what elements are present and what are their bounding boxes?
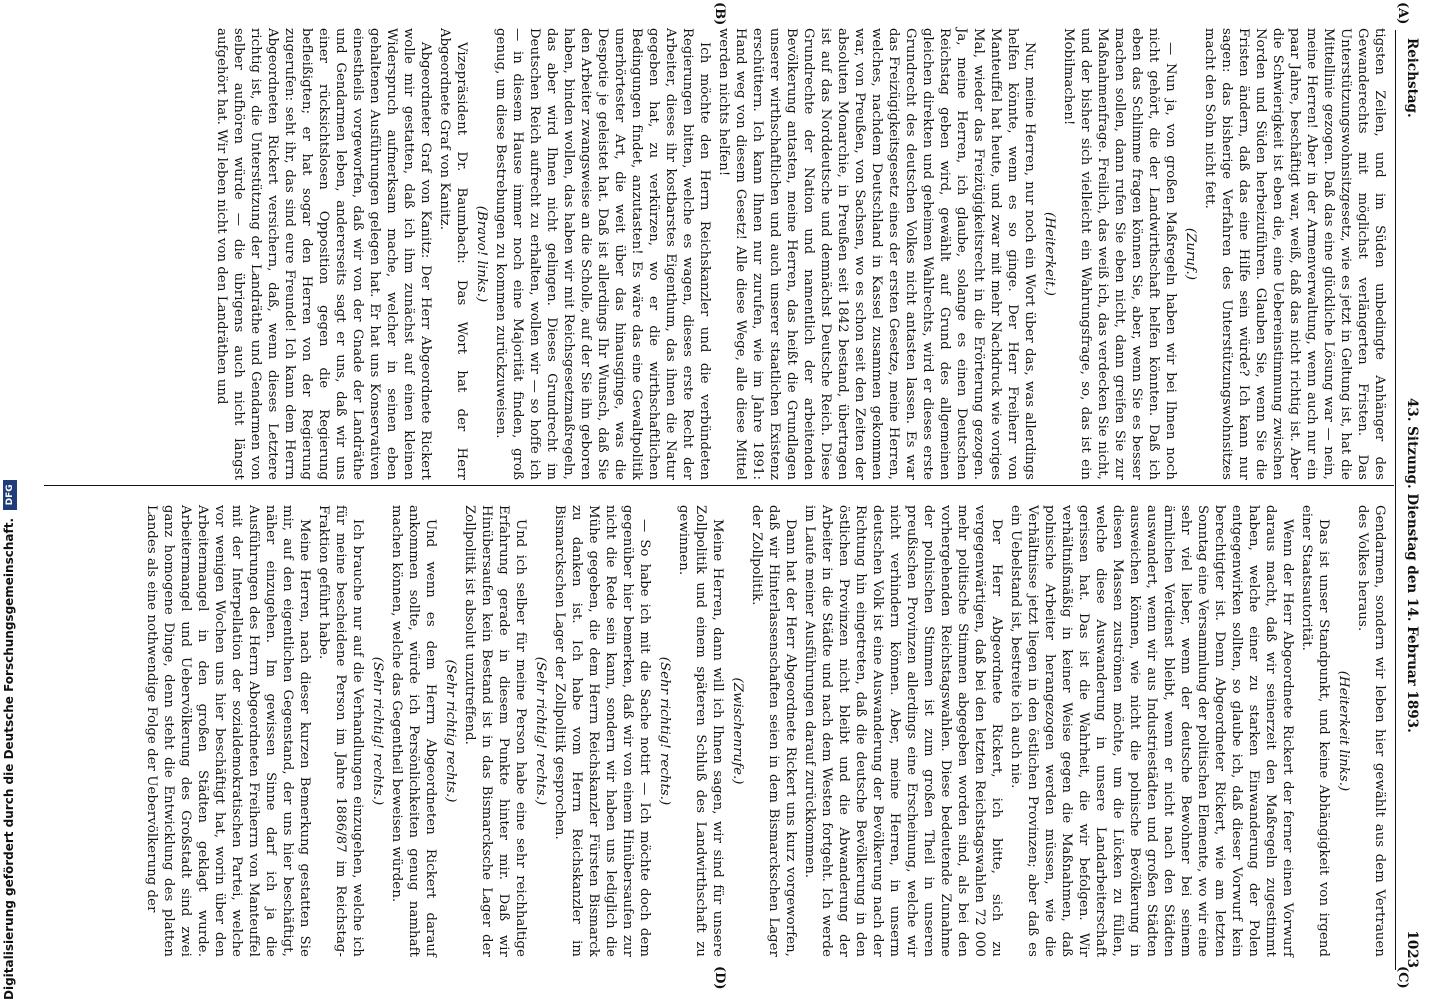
paragraph: Vizepräsident Dr. Baumbach: Das Wort hat der Herr Abgeordnete Graf von Kanitz. <box>437 28 469 480</box>
margin-marker-d: (D) <box>712 966 727 990</box>
paragraph: Und ich selber für meine Person habe eine sehr reichhaltige Erfahrung gerade in diesem Punkte hinter mir. Daß wir Hinübersaufen kein Bestand ist in das Bismarcksche Lager der Zollpolitik ist absolut unzutreffend. <box>462 505 528 957</box>
digitization-note <box>2 0 24 1000</box>
stage-direction: (Sehr richtig! rechts.) <box>657 656 672 806</box>
paragraph: Meine Herren, dann will ich Ihnen sagen, wir sind für unsere Zollpolitik und einem späteren Schluß des Landwirthschaft zu gewinnen. <box>676 505 725 957</box>
paragraph: Abgeordneter Graf von Kanitz: Der Herr Abgeordnete Rickert wolle mir gestatten, daß ich ihm zunächst auf einen kleinen Widerspruch aufmerksam mache, welcher in seinen eben gehaltenen Ausführungen gelegen hat. Er hat uns Konservativen einestheils vorgeworfen, daß wir von der Gnade der Landräthe und Gendarmen leben, andererseits sagt er uns, daß wir uns einer rücksichtslosen Opposition gegen die Regierung befleißigten; er hat sogar den Herren von der Regierung zugerufen: seht ihr, das sind eure Freunde! Ich kann dem Herrn Abgeordneten Rickert versichern, daß, wenn dieses Letztere richtig ist, die Unterstützung der Landräthe und Gendarmen von selber aufhören würde — die übrigens auch nicht längst aufgehört hat. Wir leben nicht von den Landräthen und <box>214 28 433 480</box>
stage-direction: (Sehr richtig! rechts.) <box>370 656 385 806</box>
paragraph: Dann hat der Herr Abgeordnete Rickert uns kurz vorgeworfen, daß wir Hinterlassenschaften seien in dem Bismarckschen Lager der Zollpolitik. <box>749 505 798 957</box>
paragraph: Wenn der Herr Abgeordnete Rickert der ferner einen Vorwurf daraus macht, daß wir seinerzeit den Maßregeln zugestimmt haben, welche einer zu starken Einwanderung der Polen entgegenwirken sollten, so glaube ich, daß dieser Vorwurf kein berechtigter ist. Denn Abgeordneter Rickert, wie am letzten Sonntag eine Versammlung der politischen Elemente, wo wir eine sehr viel lieber, wenn der deutsche Bewohner bei seinem ärmlichen Verdienst bleibt, wenn er nicht nach den Städten auswandert, wenn wir aus Industriestädten und großen Städten ausweichen können, wie nicht die polnische Bevölkerung in diesen Massen zuströmen möchte, um die Lücken zu füllen, welche diese Auswanderung in unsere Landarbeiterschaft gerissen hat. Das ist die Wahrheit, die wir befolgen. Wir verhältnißmäßig in keiner Weise gegen die Maßnahmen, daß polnische Arbeiter herangezogen werden müssen, wie die Verhältnisse jetzt liegen in den östlichen Provinzen; aber daß es ein Uebelstand ist, bestreite ich auch nie. <box>1008 505 1295 957</box>
column-rule <box>44 485 1394 486</box>
paragraph: — Nun ja, von großen Maßregeln haben wir bei Ihnen noch nicht gehört, die der Landwirthschaft helfen könnten. Daß ich eben das Schlimme fragen können Sie, aber, wenn Sie es besser machen sollen, dann rufen Sie eben nicht, dann greifen Sie zur Maßnahmenfrage. Freilich, das weiß ich, das verdecken Sie nicht, und der bisher sich vielleicht ein Wahrungsfrage, so, das ist ein Mobilmachen! <box>1061 28 1178 480</box>
header-title: 43. Sitzung. Dienstag den 14. Februar 1893. <box>1404 398 1420 733</box>
paragraph: Nur, meine Herren, nur noch ein Wort über das, was allerdings helfen könnte, wenn es so ginge. Der Herr Freiherr von Manteuffel hat heute, und zwar mit mehr Nachdruck wie voriges Mal, wieder das Freizügigkeitsrecht in die Erörterung gezogen. Ja, meine Herren, ich glaube, solange es einen Deutschen Reichstag geben wird, gewählt auf Grund des allgemeinen gleichen direkten und geheimen Wahlrechts, wird er dieses erste Grundrecht des deutschen Volkes nicht antasten lassen. Es war das Freizügigkeitsgesetz eines der ersten Gesetze, meine Herren, welches, nachdem Deutschland in Kassel zusammen gekommen war, von Preußen, von Sachsen, wo es schon seit den Zeiten der absoluten Monarchie, in Preußen seit 1842 bestand, übertragen ist auf das Norddeutsche und demnächst Deutsche Reich. Diese Grundrechte der Nation und namentlich der arbeitenden Bevölkerung antasten, meine Herren, das heißt die Grundlagen unserer wirthschaftlichen und auch unserer staatlichen Existenz erschüttern. Ich kann Ihnen nur zurufen, wie im Jahre 1891: Hand weg von diesem Gesetz! Alle diese Wege, alle diese Mittel werden nichts helfen! <box>716 28 1037 480</box>
stage-direction: (Sehr richtig! rechts.) <box>533 656 548 806</box>
margin-marker-a: (A) <box>1395 2 1410 25</box>
stage-direction: (Heiterkeit.) <box>1042 211 1057 297</box>
margin-marker-c: (C) <box>1395 966 1410 989</box>
stage-direction: (Zwischenrufe.) <box>730 677 745 785</box>
header-rule <box>1395 30 1396 970</box>
header-left: Reichstag. <box>1404 38 1420 118</box>
paragraph: Das ist unser Standpunkt, und keine Abhängigkeit von irgend einer Staatsautorität. <box>1299 505 1331 957</box>
page-header <box>1400 38 1420 968</box>
paragraph: Ich möchte den Herrn Reichskanzler und die verbündeten Regierungen bitten, welche es wagen, dieses erste Recht der Arbeiter, dieses ihr kostbarstes Eigenthum, das ihnen die Natur gegeben hat, zu verkürzen, wo er die wirthschaftlichen Bedingungen findet, anzutasten! Es wäre das eine Gewaltpolitik unerhörtester Art, die weit über das hinausginge, was die Despotie je geleistet hat. Daß ist allerdings Ihr Wunsch, daß Sie den Arbeiter zwangsweise an die Scholle, auf der Sie ihn geboren haben, binden wollen, das haben wir mit Reichsgesetzmaßregeln, das aber wird Ihnen nicht gelingen. Dieses Grundrecht im Deutschen Reich aufrecht zu erhalten, wollen wir — so hoffe ich — in diesem Hause immer noch eine Majorität finden, groß genug, um diese Bestrebungen zu kommen zurückzuweisen. <box>493 28 712 480</box>
paragraph: Der Herr Abgeordnete Rickert, ich bitte, sich zu vergegenwärtigen, daß bei den letzten Reichstagswahlen 72 000 mehr politische Stimmen abgegeben worden sind, als bei den vorhergehenden Reichstagswahlen. Diese bedeutende Zunahme der polnischen Stimmen ist zum großen Theil in unseren preußischen Provinzen allerdings eine Erscheinung, welche wir nicht verhindern können. Aber, meine Herren, in unserm deutschen Volk ist eine Auswanderung der Bevölkerung nach der Richtung hin eingetreten, daß die deutsche Bevölkerung in den östlichen Provinzen nicht bleibt und die Abwanderung der Arbeiter in die Städte und nach dem Westen fortgeht. Ich werde im Laufe meiner Ausführungen darauf zurückkommen. <box>802 505 1004 957</box>
stage-direction: (Bravo! links.) <box>474 205 489 303</box>
right-column <box>141 505 1388 957</box>
stage-direction: (Sehr richtig rechts.) <box>443 659 458 803</box>
margin-marker-b: (B) <box>712 2 727 26</box>
paragraph: Ich brauche nur auf die Verhandlungen einzugehen, welche ich für meine bescheidene Person im Jahre 1886/87 im Reichstag-Fraktion geführt habe. <box>316 505 365 957</box>
left-column <box>211 28 1388 480</box>
paragraph: tigsten Zeilen, und im Süden unbedingte Anhänger des Gewanderechts mit möglichst verlängerten Fristen. Das Unterstützungswohnsitzgesetz, wie es jetzt in Geltung ist, hat die Mittellinie gezogen. Daß das eine glückliche Lösung war — nein, meine Herren! Aber in der Armenverwaltung, wenn auch nur ein paar Jahre, beschäftigt war, weiß, daß das nicht richtig ist. Aber die Schwierigkeit ist eben die, eine Uebereinstimmung zwischen Norden und Süden herbeizuführen. Glauben Sie, wenn Sie die Fristen ändern, daß das eine Hilfe sein würde? Ich kann nur sagen: das bisherige Verfahren des Unterstützungswohnsitzes macht den Sohn nicht fett. <box>1202 28 1387 480</box>
paragraph: — So habe ich mit die Sache notirt — Ich möchte doch dem gegenüber hier bemerken, daß wir von einem Hinübersaufen zur nicht die Rede sein kann, sondern wir haben uns lediglich die Mühe gegeben, die dem Herrn Reichskanzler Fürsten Bismarck zu danken ist. Ich habe vom Herrn Reichskanzler im Bismarckschen Lager der Zollpolitik gesprochen. <box>552 505 652 957</box>
stage-direction: (Heiterkeit links.) <box>1336 670 1351 792</box>
paragraph: Meine Herren, nach dieser kurzen Bemerkung gestatten Sie mir, auf den eigentlichen Gegenstand, der uns hier beschäftigt, näher einzugehen. Im gewissen Sinne darf ich ja die Ausführungen des Herrn Abgeordneten Freiherrn von Manteuffel mit der Interpellation der sozialdemokratischen Partei, welche vor wenigen Wochen uns hier beschäftigt hat, worin über den Arbeitermangel in den großen Städten geklagt wurde. Arbeitermangel und Uebervölkerung des Großstadt sind zwei ganz homogene Dinge, denn steht die Entwicklung des platten Landes als eine nothwendige Folge der Uebervölkerung der <box>144 505 312 957</box>
dfg-logo: DFG <box>3 480 17 510</box>
paragraph: Und wenn es dem Herrn Abgeordneten Rickert darauf ankommen sollte, würde ich Persönlichkeiten genug namhaft machen können, welche das Gegentheil beweisen würden. <box>389 505 438 957</box>
paragraph: Gendarmen, sondern wir leben hier gewählt aus dem Vertrauen des Volkes heraus. <box>1355 505 1387 957</box>
page-number: 1023 <box>1404 930 1420 968</box>
stage-direction: (Zuruf.) <box>1183 227 1198 281</box>
digitization-note-text: Digitalisierung gefördert durch die Deutsche Forschungsgemeinschaft. <box>2 517 16 1000</box>
